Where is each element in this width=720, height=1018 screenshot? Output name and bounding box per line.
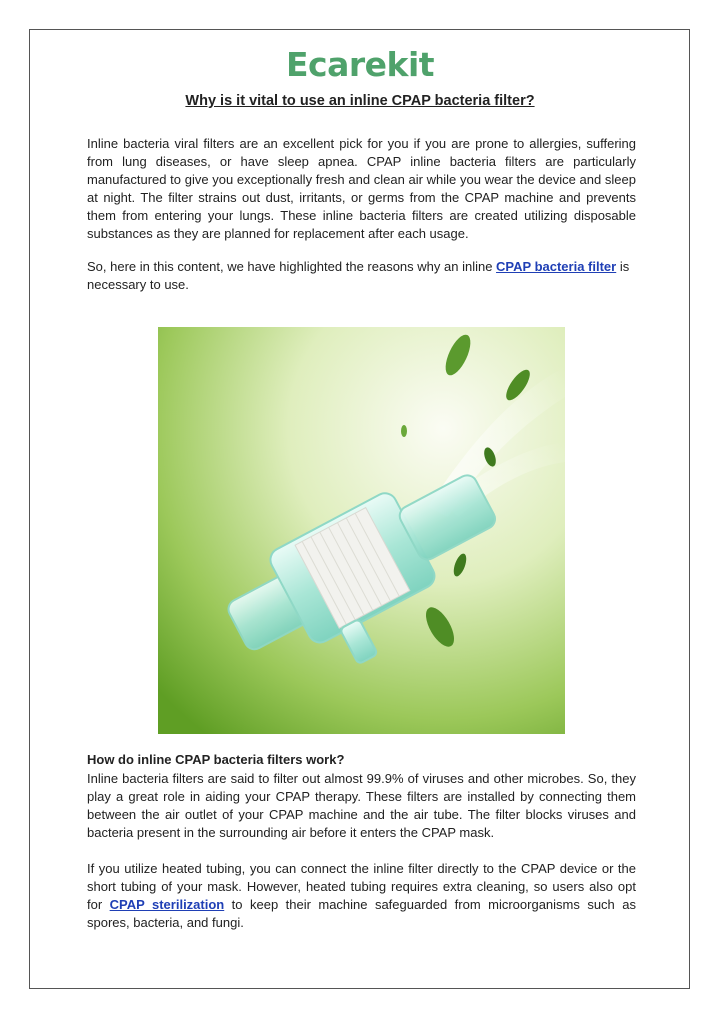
reasons-paragraph xyxy=(87,258,636,294)
reasons-text-end: is necessary to use. xyxy=(87,259,630,292)
heated-tubing-text-end: to keep their machine safeguarded from microorganisms such as spores, bacteria, and fungi. xyxy=(87,897,636,930)
brand-logo: Ecarekit xyxy=(285,45,435,84)
cpap-filter-product-image xyxy=(158,327,565,734)
cpap-bacteria-filter-link[interactable]: CPAP bacteria filter xyxy=(496,259,617,274)
section-heading: How do inline CPAP bacteria filters work? xyxy=(87,752,345,767)
cpap-sterilization-link[interactable]: CPAP sterilization xyxy=(109,897,225,912)
how-it-works-paragraph: Inline bacteria filters are said to filter out almost 99.9% of viruses and other microbes. So, they play a great role in aiding your CPAP therapy. These filters are installed by connecting them between the air outlet of your CPAP machine and the air tube. The filter blocks viruses and bacteria present in the surrounding air before it enters the CPAP mask. xyxy=(87,771,636,840)
article-title: Why is it vital to use an inline CPAP bacteria filter? xyxy=(185,93,535,109)
reasons-text-start: So, here in this content, we have highlighted the reasons why an inline xyxy=(87,259,497,274)
heated-tubing-text-start: If you utilize heated tubing, you can connect the inline filter directly to the CPAP device or the short tubing of your mask. However, heated tubing requires extra cleaning, so users also opt for xyxy=(87,861,636,912)
intro-paragraph: Inline bacteria viral filters are an excellent pick for you if you are prone to allergies, suffering from lung diseases, or have sleep apnea. CPAP inline bacteria filters are particularly manufactured to give you exceptionally fresh and clean air while you wear the device and sleep at night. The filter strains out dust, irritants, or germs from the CPAP machine and prevents them from entering your lungs. These inline bacteria filters are created utilizing disposable substances as they are planned for replacement after each usage. xyxy=(87,136,636,241)
heated-tubing-paragraph xyxy=(87,860,636,932)
